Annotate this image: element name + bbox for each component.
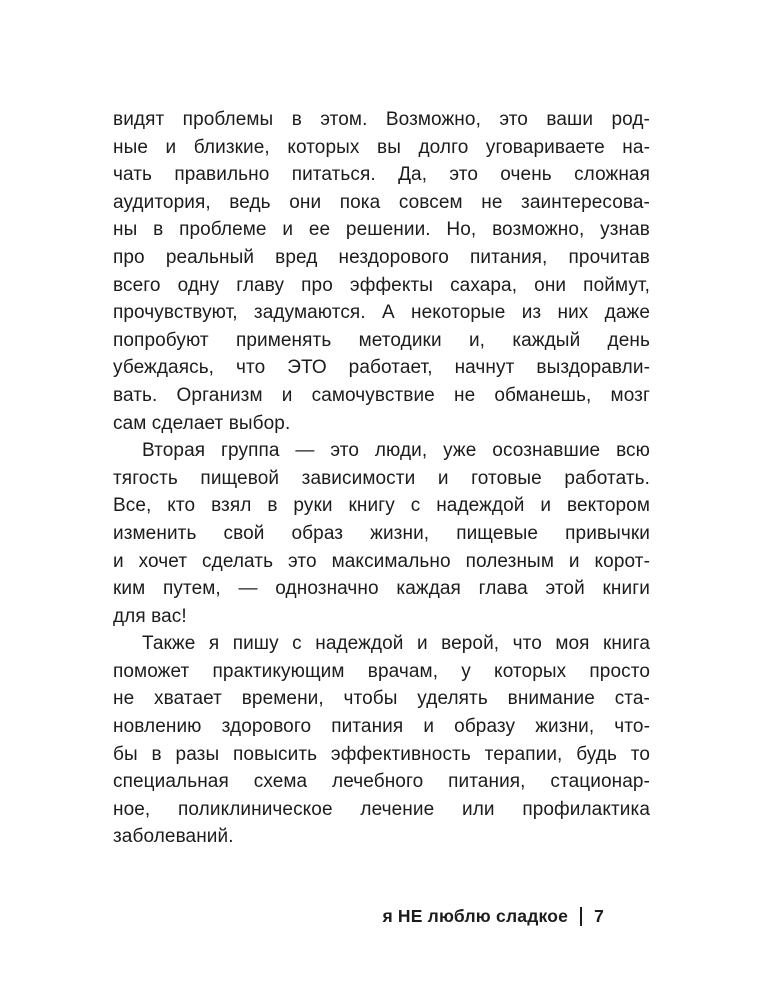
text-line: попробуют применять методики и, каждый день — [113, 329, 650, 351]
paragraph — [113, 630, 650, 851]
text-line: видят проблемы в этом. Возможно, это ваши род- — [113, 109, 650, 130]
text-line: Вторая группа — это люди, уже осознавшие всю — [142, 440, 650, 462]
text-line: не хватает времени, чтобы уделять внимание ста- — [113, 688, 650, 710]
text-line: чать правильно питаться. Да, это очень сложная — [113, 164, 650, 186]
text-line: и хочет сделать это максимально полезным и корот- — [113, 550, 650, 572]
text-line: для вас! — [113, 605, 187, 627]
text-line: аудитория, ведь они пока совсем не заинтересова- — [113, 191, 650, 213]
text-line: новлению здорового питания и образу жизни, что- — [113, 716, 650, 738]
text-line: бы в разы повысить эффективность терапии, будь то — [113, 743, 650, 765]
text-line: про реальный вред нездорового питания, прочитав — [113, 246, 650, 268]
text-block — [113, 106, 650, 851]
text-line: Все, кто взял в руки книгу с надеждой и вектором — [113, 495, 650, 517]
text-line: всего одну главу про эффекты сахара, они поймут, — [113, 274, 650, 296]
paragraph — [113, 437, 650, 630]
text-line: ким путем, — однозначно каждая глава этой книги — [113, 578, 650, 600]
text-line: ные и близкие, которых вы долго уговариваете на- — [113, 136, 650, 158]
footer-book-title: я НЕ люблю сладкое — [382, 906, 569, 926]
text-line: ное, поликлиническое лечение или профилактика — [113, 798, 650, 820]
text-line: специальная схема лечебного питания, стационар- — [113, 771, 650, 793]
text-line: прочувствуют, задумаются. А некоторые из них даже — [113, 302, 650, 324]
paragraph — [113, 106, 650, 437]
text-line: тягость пищевой зависимости и готовые работать. — [113, 467, 650, 489]
text-line: Также я пишу с надеждой и верой, что моя книга — [142, 633, 650, 655]
text-line: убеждаясь, что ЭТО работает, начнут выздоравли- — [113, 357, 650, 379]
text-line: вать. Организм и самочувствие не обманешь, мозг — [113, 384, 650, 406]
page-footer — [382, 906, 604, 927]
text-line: изменить свой образ жизни, пищевые привычки — [113, 522, 650, 544]
footer-page-number: 7 — [594, 906, 604, 926]
text-line: ны в проблеме и ее решении. Но, возможно, узнав — [113, 219, 650, 241]
text-line: заболеваний. — [113, 826, 234, 848]
footer-separator-bar — [580, 907, 582, 926]
text-line: сам сделает выбор. — [113, 412, 291, 434]
text-line: поможет практикующим врачам, у которых просто — [113, 660, 650, 682]
